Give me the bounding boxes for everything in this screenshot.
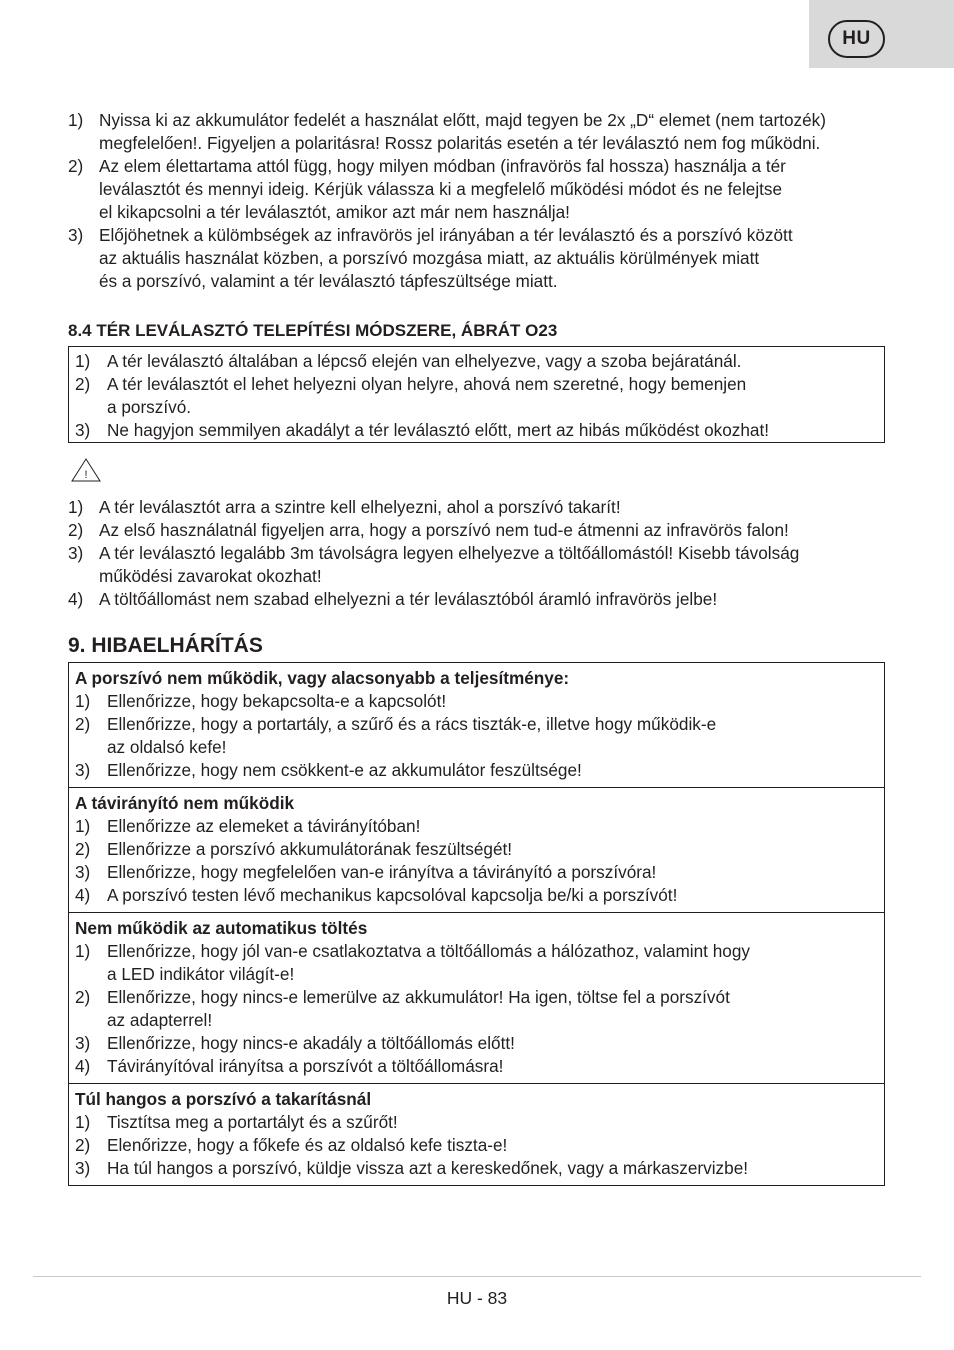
list-item: 2) Az első használatnál figyeljen arra, hogy a porszívó nem tud-e átmenni az infravörös falon! [68, 520, 789, 540]
list-item: 1) Ellenőrizze, hogy bekapcsolta-e a kapcsolót! [75, 691, 447, 711]
list-item: 3) Előjöhetnek a külömbségek az infravörös jel irányában a tér leválasztó és a porszívó között az aktuális használat közben, a porszívó mozgása miatt, az aktuális körülmények miatt és a porszívó, valamint a tér leválasztó tápfeszültsége miatt. [68, 225, 793, 291]
list-item: 2) Ellenőrizze, hogy nincs-e lemerülve az akkumulátor! Ha igen, töltse fel a porszívót az adapterrel! [75, 987, 730, 1030]
list-item: 4) Távirányítóval irányítsa a porszívót a töltőállomásra! [75, 1056, 504, 1076]
list-item: 1) A tér leválasztó általában a lépcső elején van elhelyezve, vagy a szoba bejáratánál. [75, 351, 742, 371]
row-title: Nem működik az automatikus töltés [75, 918, 368, 938]
list-item: 2) Elenőrizze, hogy a főkefe és az oldalsó kefe tiszta-e! [75, 1135, 508, 1155]
section-heading-8-4: 8.4 TÉR LEVÁLASZTÓ TELEPÍTÉSI MÓDSZERE, ÁBRÁT O23 [68, 321, 558, 340]
row-title: Túl hangos a porszívó a takarításnál [75, 1089, 372, 1109]
installation-box [68, 346, 885, 443]
list-item: 3) Ne hagyjon semmilyen akadályt a tér leválasztó előtt, mert az hibás működést okozhat! [75, 420, 770, 440]
table-row [69, 663, 884, 787]
table-row [69, 912, 884, 1083]
section-title-troubleshooting: 9. HIBAELHÁRÍTÁS [68, 634, 263, 657]
troubleshooting-table [68, 662, 885, 1186]
list-item: 1) A tér leválasztót arra a szintre kell elhelyezni, ahol a porszívó takarít! [68, 497, 621, 517]
language-badge: HU [828, 20, 885, 58]
row-title: A porszívó nem működik, vagy alacsonyabb a teljesítménye: [75, 668, 570, 688]
table-row [69, 1083, 884, 1185]
list-item: 1) Ellenőrizze, hogy jól van-e csatlakoztatva a töltőállomás a hálózathoz, valamint hogy a LED indikátor világít-e! [75, 941, 750, 984]
list-item: 3) Ellenőrizze, hogy nincs-e akadály a töltőállomás előtt! [75, 1033, 515, 1053]
row-title: A távirányító nem működik [75, 793, 295, 813]
footer-divider [33, 1276, 921, 1277]
list-item: 3) Ellenőrizze, hogy megfelelően van-e irányítva a távirányító a porszívóra! [75, 862, 657, 882]
list-item: 2) A tér leválasztót el lehet helyezni olyan helyre, ahová nem szeretné, hogy bemenjen a porszívó. [75, 374, 747, 417]
list-item: 3) Ellenőrizze, hogy nem csökkent-e az akkumulátor feszültsége! [75, 760, 582, 780]
list-item: 2) Ellenőrizze a porszívó akkumulátorának feszültségét! [75, 839, 513, 859]
list-item: 3) A tér leválasztó legalább 3m távolságra legyen elhelyezve a töltőállomástól! Kisebb távolság működési zavarokat okozhat! [68, 543, 800, 586]
page-number: HU - 83 [446, 1288, 508, 1308]
warning-list [68, 496, 799, 611]
svg-text:!: ! [84, 469, 88, 481]
list-item: 4) A töltőállomást nem szabad elhelyezni a tér leválasztóból áramló infravörös jelbe! [68, 589, 718, 609]
installation-list [69, 347, 884, 442]
list-item: 3) Ha túl hangos a porszívó, küldje vissza azt a kereskedőnek, vagy a márkaszervizbe! [75, 1158, 749, 1178]
list-item: 1) Tisztítsa meg a portartályt és a szűrőt! [75, 1112, 398, 1132]
warning-icon [70, 457, 102, 488]
list-item: 2) Ellenőrizze, hogy a portartály, a szűrő és a rács tiszták-e, illetve hogy működik-e az oldalsó kefe! [75, 714, 717, 757]
intro-list [68, 109, 826, 293]
list-item: 1) Nyissa ki az akkumulátor fedelét a használat előtt, majd tegyen be 2x „D“ elemet (nem tartozék) megfelelően!. Figyeljen a polaritásra! Rossz polaritás esetén a tér leválasztó nem fog működni. [68, 110, 826, 153]
list-item: 1) Ellenőrizze az elemeket a távirányítóban! [75, 816, 421, 836]
list-item: 4) A porszívó testen lévő mechanikus kapcsolóval kapcsolja be/ki a porszívót! [75, 885, 678, 905]
language-tab [809, 0, 954, 68]
table-row [69, 787, 884, 912]
list-item: 2) Az elem élettartama attól függ, hogy milyen módban (infravörös fal hossza) használja a tér leválasztót és mennyi ideig. Kérjük válassza ki a megfelelő működési módot és ne felejtse el kikapcsolni a tér leválasztót, amikor azt már nem használja! [68, 156, 786, 222]
